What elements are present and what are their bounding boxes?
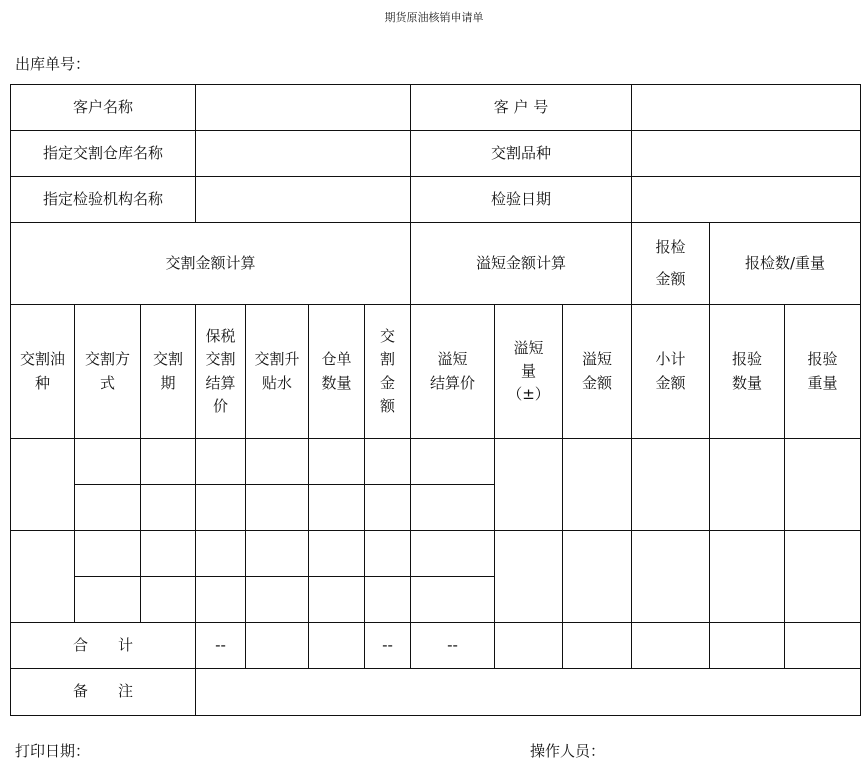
cell[interactable] [246,577,309,623]
cell[interactable] [196,577,246,623]
inspection-agency-label: 指定检验机构名称 [11,177,196,223]
cell[interactable] [411,485,495,531]
warehouse-field[interactable] [196,131,411,177]
cell[interactable] [141,577,196,623]
column-header-row [11,305,861,439]
col-bonded-settlement-price [196,305,246,439]
col-overflow-price-l2: 结算价 [430,373,476,392]
cell-inspection-weight[interactable] [785,439,861,531]
inspection-amount-line-2: 金额 [655,269,686,288]
cell[interactable] [309,577,365,623]
col-delivery-method-l1: 交割方 [84,350,130,369]
warehouse-label: 指定交割仓库名称 [11,131,196,177]
cell-subtotal[interactable] [632,531,710,623]
col-overflow-qty [495,305,563,439]
outbound-number-label: 出库单号： [15,55,91,73]
col-overflow-amount [563,305,632,439]
inspection-amount-section [632,223,710,305]
cell-oil-variety[interactable] [11,439,75,531]
cell-overflow-amount[interactable] [563,531,632,623]
col-delivery-method-l2: 式 [99,373,115,392]
delivery-amount-section: 交割金额计算 [11,223,411,305]
cell[interactable] [411,531,495,577]
cell[interactable] [411,439,495,485]
cell[interactable] [75,531,141,577]
customer-no-label: 客 户 号 [411,85,632,131]
cell-inspection-qty[interactable] [710,439,785,531]
totals-row [11,623,861,669]
inspection-date-field[interactable] [632,177,861,223]
cell[interactable] [196,531,246,577]
col-overflow-price-l1: 溢短 [437,350,468,369]
inspection-qty-weight-section: 报检数/重量 [710,223,861,305]
data-row [11,439,861,485]
cell-oil-variety[interactable] [11,531,75,623]
totals-overflow-price-dash: -- [411,623,495,669]
cell-overflow-amount[interactable] [563,439,632,531]
inspection-date-label: 检验日期 [411,177,632,223]
col-inspection-qty-l1: 报验 [732,350,763,369]
totals-bonded-dash: -- [196,623,246,669]
col-bonded-l2: 交割 [205,350,236,369]
cell[interactable] [246,439,309,485]
col-delivery-amount-l3: 金 [380,373,396,392]
col-inspection-qty [710,305,785,439]
info-row-inspection [11,177,861,223]
print-date-label: 打印日期： [15,742,91,760]
cell[interactable] [141,485,196,531]
delivery-variety-label: 交割品种 [411,131,632,177]
totals-cell[interactable] [710,623,785,669]
col-delivery-period-l1: 交割 [153,350,184,369]
totals-label: 合 计 [11,623,196,669]
form-title: 期货原油核销申请单 [384,11,484,24]
col-bonded-l1: 保税 [205,327,236,345]
inspection-agency-field[interactable] [196,177,411,223]
customer-no-field[interactable] [632,85,861,131]
cell[interactable] [141,439,196,485]
col-overflow-qty-l1: 溢短 [513,338,544,357]
totals-cell[interactable] [495,623,563,669]
col-delivery-amount-l1: 交 [380,327,396,345]
cell[interactable] [365,485,411,531]
cell[interactable] [309,531,365,577]
col-overflow-qty-l3: （±） [507,385,550,404]
cell[interactable] [75,485,141,531]
remarks-label: 备 注 [11,669,196,716]
col-delivery-amount-l4: 额 [380,396,396,415]
verification-form-table [10,84,861,716]
col-delivery-period [141,305,196,439]
col-inspection-weight [785,305,861,439]
cell[interactable] [411,577,495,623]
section-header-row [11,223,861,305]
col-delivery-method [75,305,141,439]
col-subtotal-l1: 小计 [655,350,686,369]
col-warrant-l2: 数量 [321,373,352,392]
totals-cell[interactable] [246,623,309,669]
totals-cell[interactable] [563,623,632,669]
cell-overflow-qty[interactable] [495,531,563,623]
totals-delivery-amount-dash: -- [365,623,411,669]
cell-subtotal[interactable] [632,439,710,531]
col-overflow-settlement-price [411,305,495,439]
col-delivery-amount [365,305,411,439]
operator-label: 操作人员： [530,742,606,760]
col-oil-variety-l2: 种 [34,373,50,392]
col-bonded-l4: 价 [213,396,229,415]
col-premium-discount [246,305,309,439]
remarks-field[interactable] [196,669,861,716]
col-overflow-amount-l2: 金额 [582,373,613,392]
cell[interactable] [75,577,141,623]
cell[interactable] [309,439,365,485]
customer-name-label: 客户名称 [11,85,196,131]
col-warrant-l1: 仓单 [321,350,352,369]
cell[interactable] [196,439,246,485]
info-row-customer [11,85,861,131]
customer-name-field[interactable] [196,85,411,131]
data-row [11,531,861,577]
remarks-row [11,669,861,716]
col-oil-variety-l1: 交割油 [19,350,65,369]
col-subtotal-l2: 金额 [655,373,686,392]
cell[interactable] [246,485,309,531]
col-delivery-period-l2: 期 [160,373,176,392]
col-premium-l2: 贴水 [262,373,293,392]
col-overflow-amount-l1: 溢短 [582,350,613,369]
delivery-variety-field[interactable] [632,131,861,177]
col-bonded-l3: 结算 [205,373,236,392]
cell-inspection-qty[interactable] [710,531,785,623]
col-inspection-weight-l1: 报验 [807,350,838,369]
cell[interactable] [365,439,411,485]
cell[interactable] [75,439,141,485]
totals-cell[interactable] [632,623,710,669]
cell-inspection-weight[interactable] [785,531,861,623]
col-delivery-amount-l2: 割 [380,350,396,369]
col-oil-variety [11,305,75,439]
totals-cell[interactable] [785,623,861,669]
col-subtotal-amount [632,305,710,439]
col-warrant-qty [309,305,365,439]
totals-cell[interactable] [309,623,365,669]
cell[interactable] [309,485,365,531]
cell[interactable] [141,531,196,577]
overflow-amount-section: 溢短金额计算 [411,223,632,305]
inspection-amount-line-1: 报检 [655,238,686,257]
col-inspection-qty-l2: 数量 [732,373,763,392]
cell[interactable] [365,577,411,623]
info-row-warehouse [11,131,861,177]
col-inspection-weight-l2: 重量 [807,373,838,392]
cell[interactable] [196,485,246,531]
cell[interactable] [365,531,411,577]
col-overflow-qty-l2: 量 [521,361,537,380]
cell-overflow-qty[interactable] [495,439,563,531]
col-premium-l1: 交割升 [254,350,300,369]
cell[interactable] [246,531,309,577]
